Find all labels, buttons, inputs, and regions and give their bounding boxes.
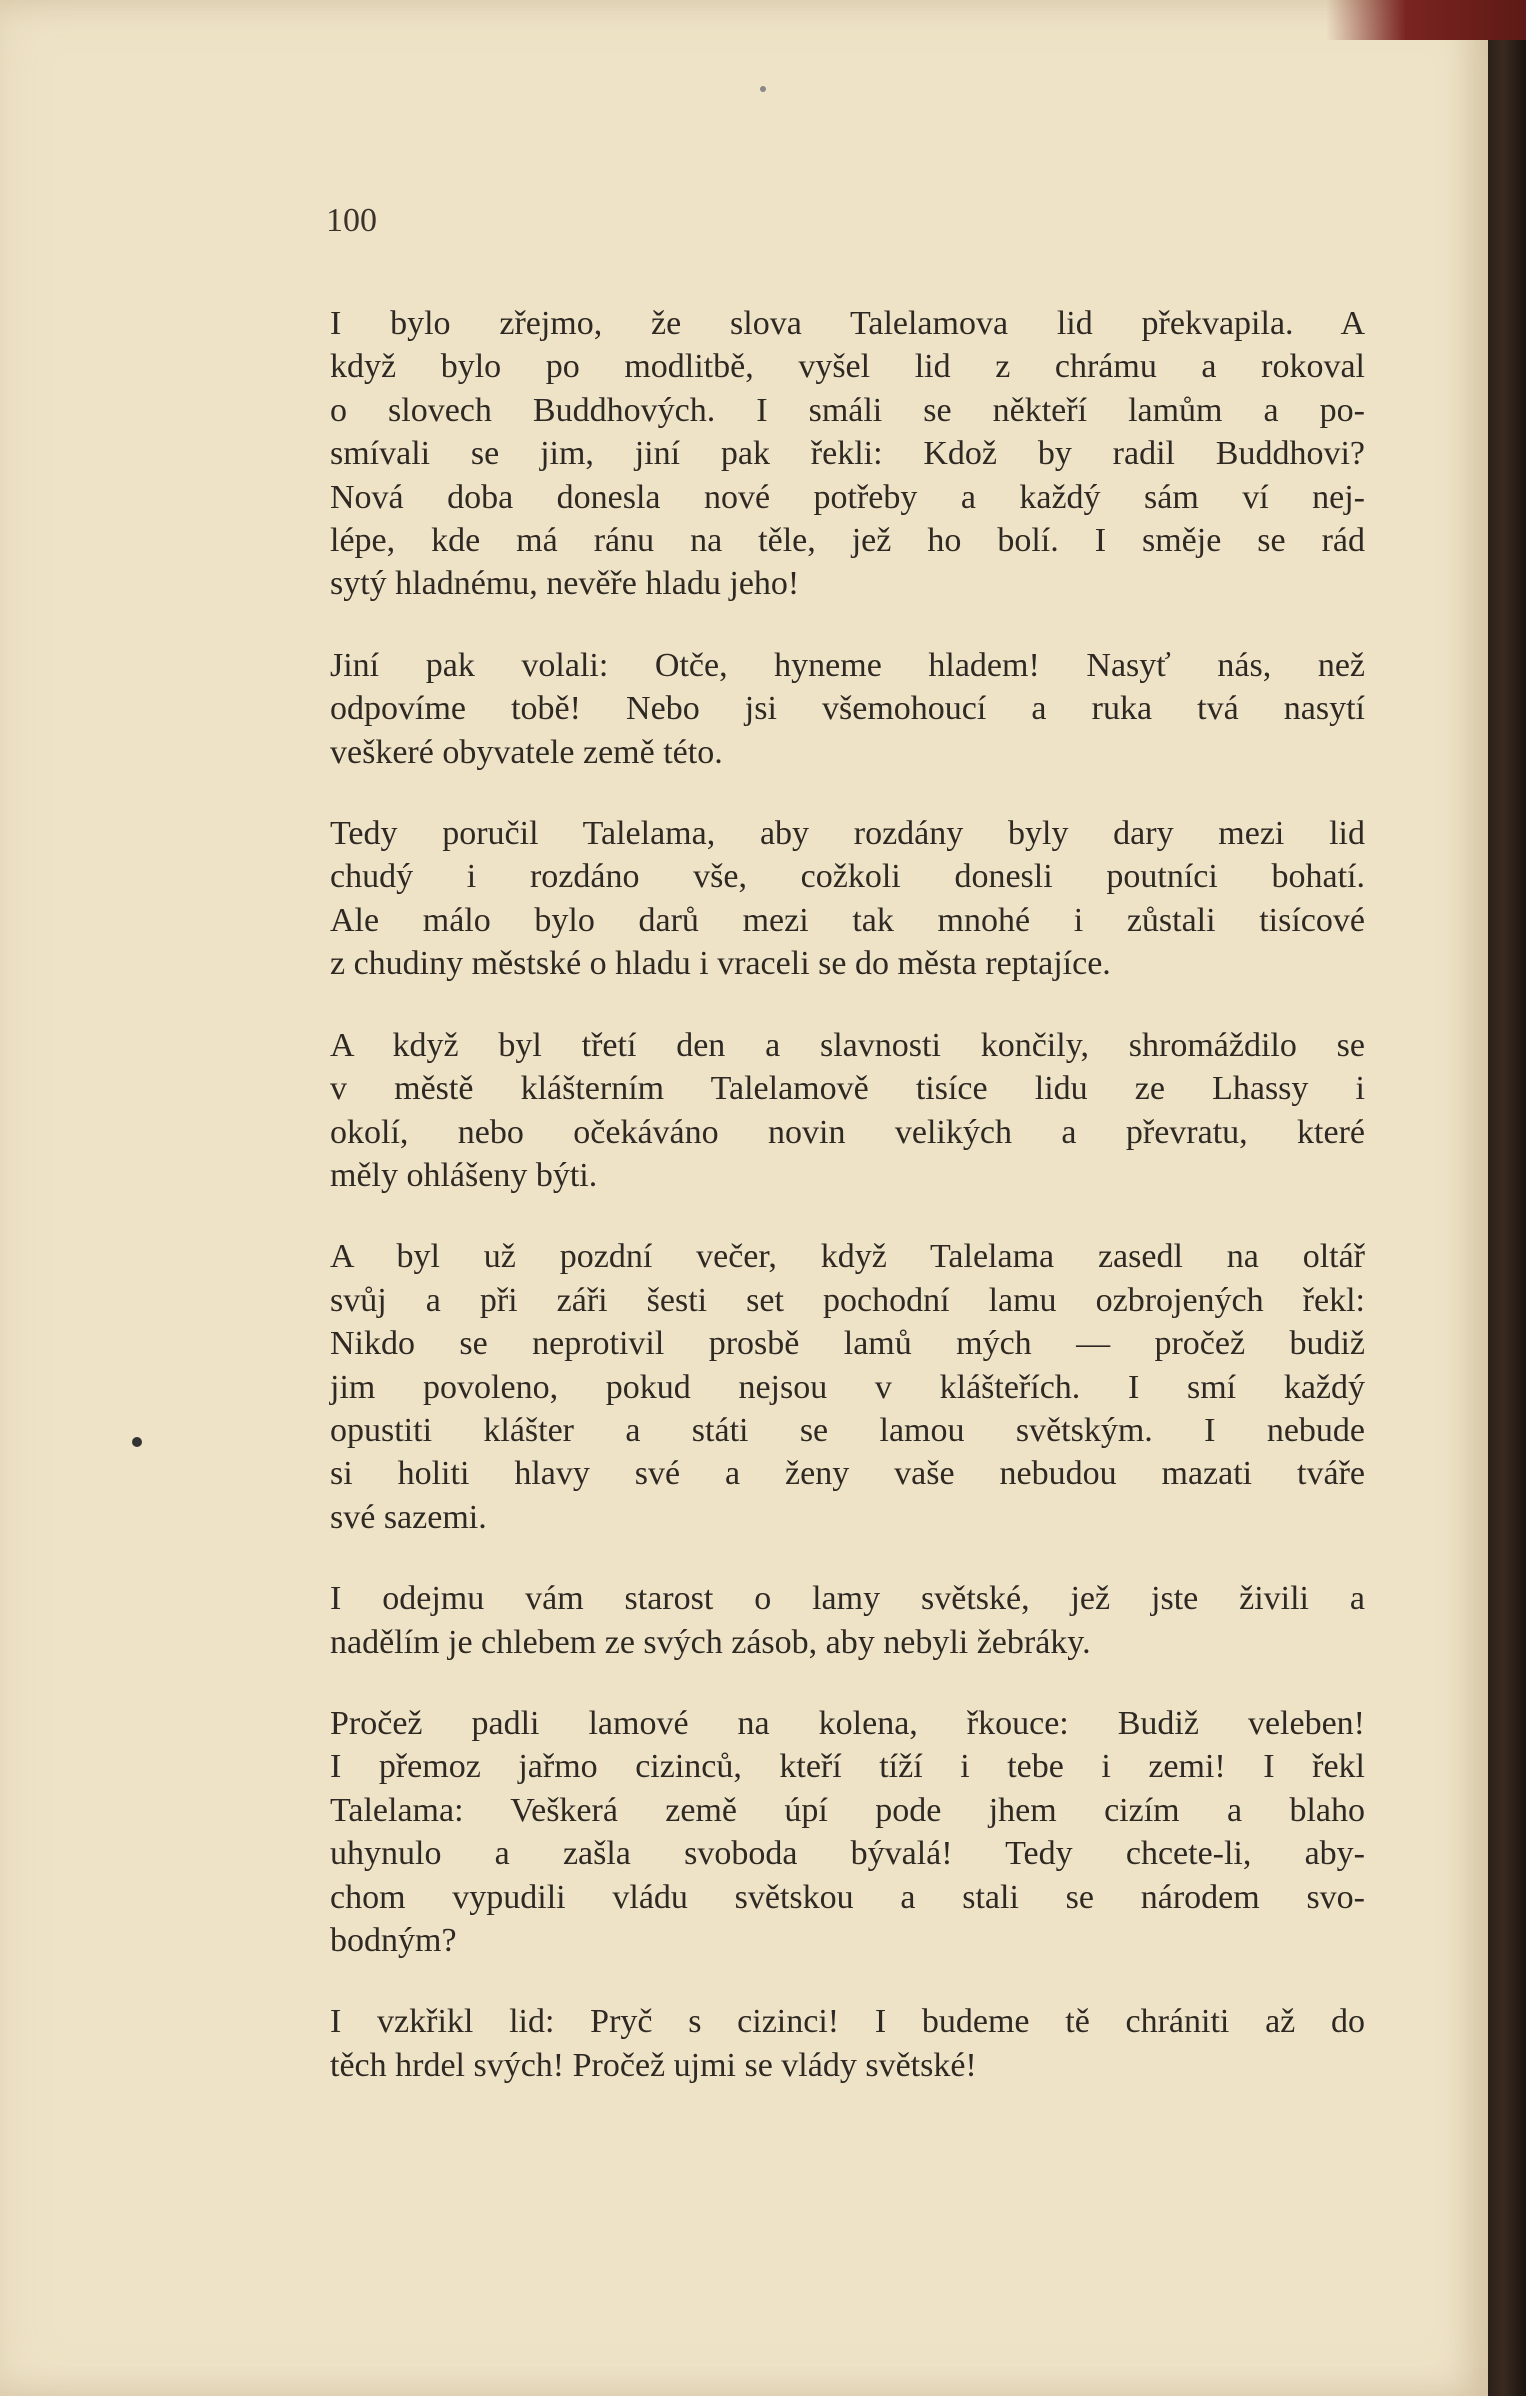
text-line: těch hrdel svých! Pročež ujmi se vlády světské! bbox=[330, 2046, 977, 2084]
text-line: I odejmu vám starost o lamy světské, jež jste živili a bbox=[330, 1580, 1365, 1618]
text-line: o slovech Buddhových. I smáli se někteří lamům a po- bbox=[330, 391, 1365, 429]
book-binding-edge bbox=[1488, 0, 1526, 2396]
text-line: I bylo zřejmo, že slova Talelamova lid překvapila. A bbox=[330, 305, 1365, 342]
text-line: I vzkřikl lid: Pryč s cizinci! I budeme tě chrániti až do bbox=[330, 2003, 1365, 2041]
text-line: lépe, kde má ránu na těle, jež ho bolí. I směje se rád bbox=[330, 522, 1365, 560]
text-line: Nová doba donesla nové potřeby a každý sám ví nej- bbox=[330, 478, 1365, 516]
body-text bbox=[330, 302, 1365, 2125]
text-line: odpovíme tobě! Nebo jsi všemohoucí a ruka tvá nasytí bbox=[330, 690, 1365, 728]
text-line: chom vypudili vládu světskou a stali se národem svo- bbox=[330, 1878, 1365, 1916]
paragraph-3 bbox=[330, 812, 1365, 986]
paragraph-2 bbox=[330, 644, 1365, 774]
text-line: opustiti klášter a státi se lamou světským. I nebude bbox=[330, 1411, 1365, 1449]
text-line: Talelama: Veškerá země úpí pode jhem cizím a blaho bbox=[330, 1791, 1365, 1829]
text-line: A když byl třetí den a slavnosti končily, shromáždilo se bbox=[330, 1026, 1365, 1064]
text-line: když bylo po modlitbě, vyšel lid z chrámu a rokoval bbox=[330, 348, 1365, 386]
text-line: svůj a při záři šesti set pochodní lamu ozbrojených řekl: bbox=[330, 1281, 1365, 1319]
text-line: A byl už pozdní večer, když Talelama zasedl na oltář bbox=[330, 1238, 1365, 1276]
text-line: veškeré obyvatele země této. bbox=[330, 733, 723, 771]
text-line: Nikdo se neprotivil prosbě lamů mých — pročež budiž bbox=[330, 1325, 1365, 1363]
page-number: 100 bbox=[326, 202, 377, 239]
binding-ribbon bbox=[1326, 0, 1526, 40]
text-line: Pročež padli lamové na kolena, řkouce: Budiž veleben! bbox=[330, 1704, 1365, 1742]
text-line: Jiní pak volali: Otče, hyneme hladem! Nasyť nás, než bbox=[330, 646, 1365, 684]
text-line: uhynulo a zašla svoboda bývalá! Tedy chcete-li, aby- bbox=[330, 1835, 1365, 1873]
paragraph-5 bbox=[330, 1235, 1365, 1539]
text-line: v městě klášterním Talelamově tisíce lidu ze Lhassy i bbox=[330, 1070, 1365, 1108]
paragraph-8 bbox=[330, 2000, 1365, 2087]
text-line: si holiti hlavy své a ženy vaše nebudou mazati tváře bbox=[330, 1455, 1365, 1493]
text-line: smívali se jim, jiní pak řekli: Kdož by radil Buddhovi? bbox=[330, 435, 1365, 473]
paragraph-7 bbox=[330, 1702, 1365, 1962]
text-line: sytý hladnému, nevěře hladu jeho! bbox=[330, 565, 800, 603]
text-line: I přemoz jařmo cizinců, kteří tíží i tebe i zemi! I řekl bbox=[330, 1748, 1365, 1786]
paragraph-6 bbox=[330, 1577, 1365, 1664]
ink-speck bbox=[132, 1437, 142, 1447]
text-line: chudý i rozdáno vše, cožkoli donesli poutníci bohatí. bbox=[330, 858, 1365, 896]
text-line: Tedy poručil Talelama, aby rozdány byly dary mezi lid bbox=[330, 815, 1365, 853]
text-line: měly ohlášeny býti. bbox=[330, 1156, 598, 1194]
text-line: bodným? bbox=[330, 1922, 457, 1959]
text-line: nadělím je chlebem ze svých zásob, aby nebyli žebráky. bbox=[330, 1623, 1091, 1661]
text-line: okolí, nebo očekáváno novin velikých a převratu, které bbox=[330, 1113, 1365, 1151]
paragraph-4 bbox=[330, 1024, 1365, 1198]
text-line: jim povoleno, pokud nejsou v klášteřích. I smí každý bbox=[330, 1368, 1365, 1406]
ink-speck bbox=[760, 86, 766, 92]
text-line: z chudiny městské o hladu i vraceli se do města reptajíce. bbox=[330, 945, 1111, 983]
paragraph-1 bbox=[330, 302, 1365, 606]
text-line: Ale málo bylo darů mezi tak mnohé i zůstali tisícové bbox=[330, 901, 1365, 939]
text-line: své sazemi. bbox=[330, 1498, 487, 1536]
